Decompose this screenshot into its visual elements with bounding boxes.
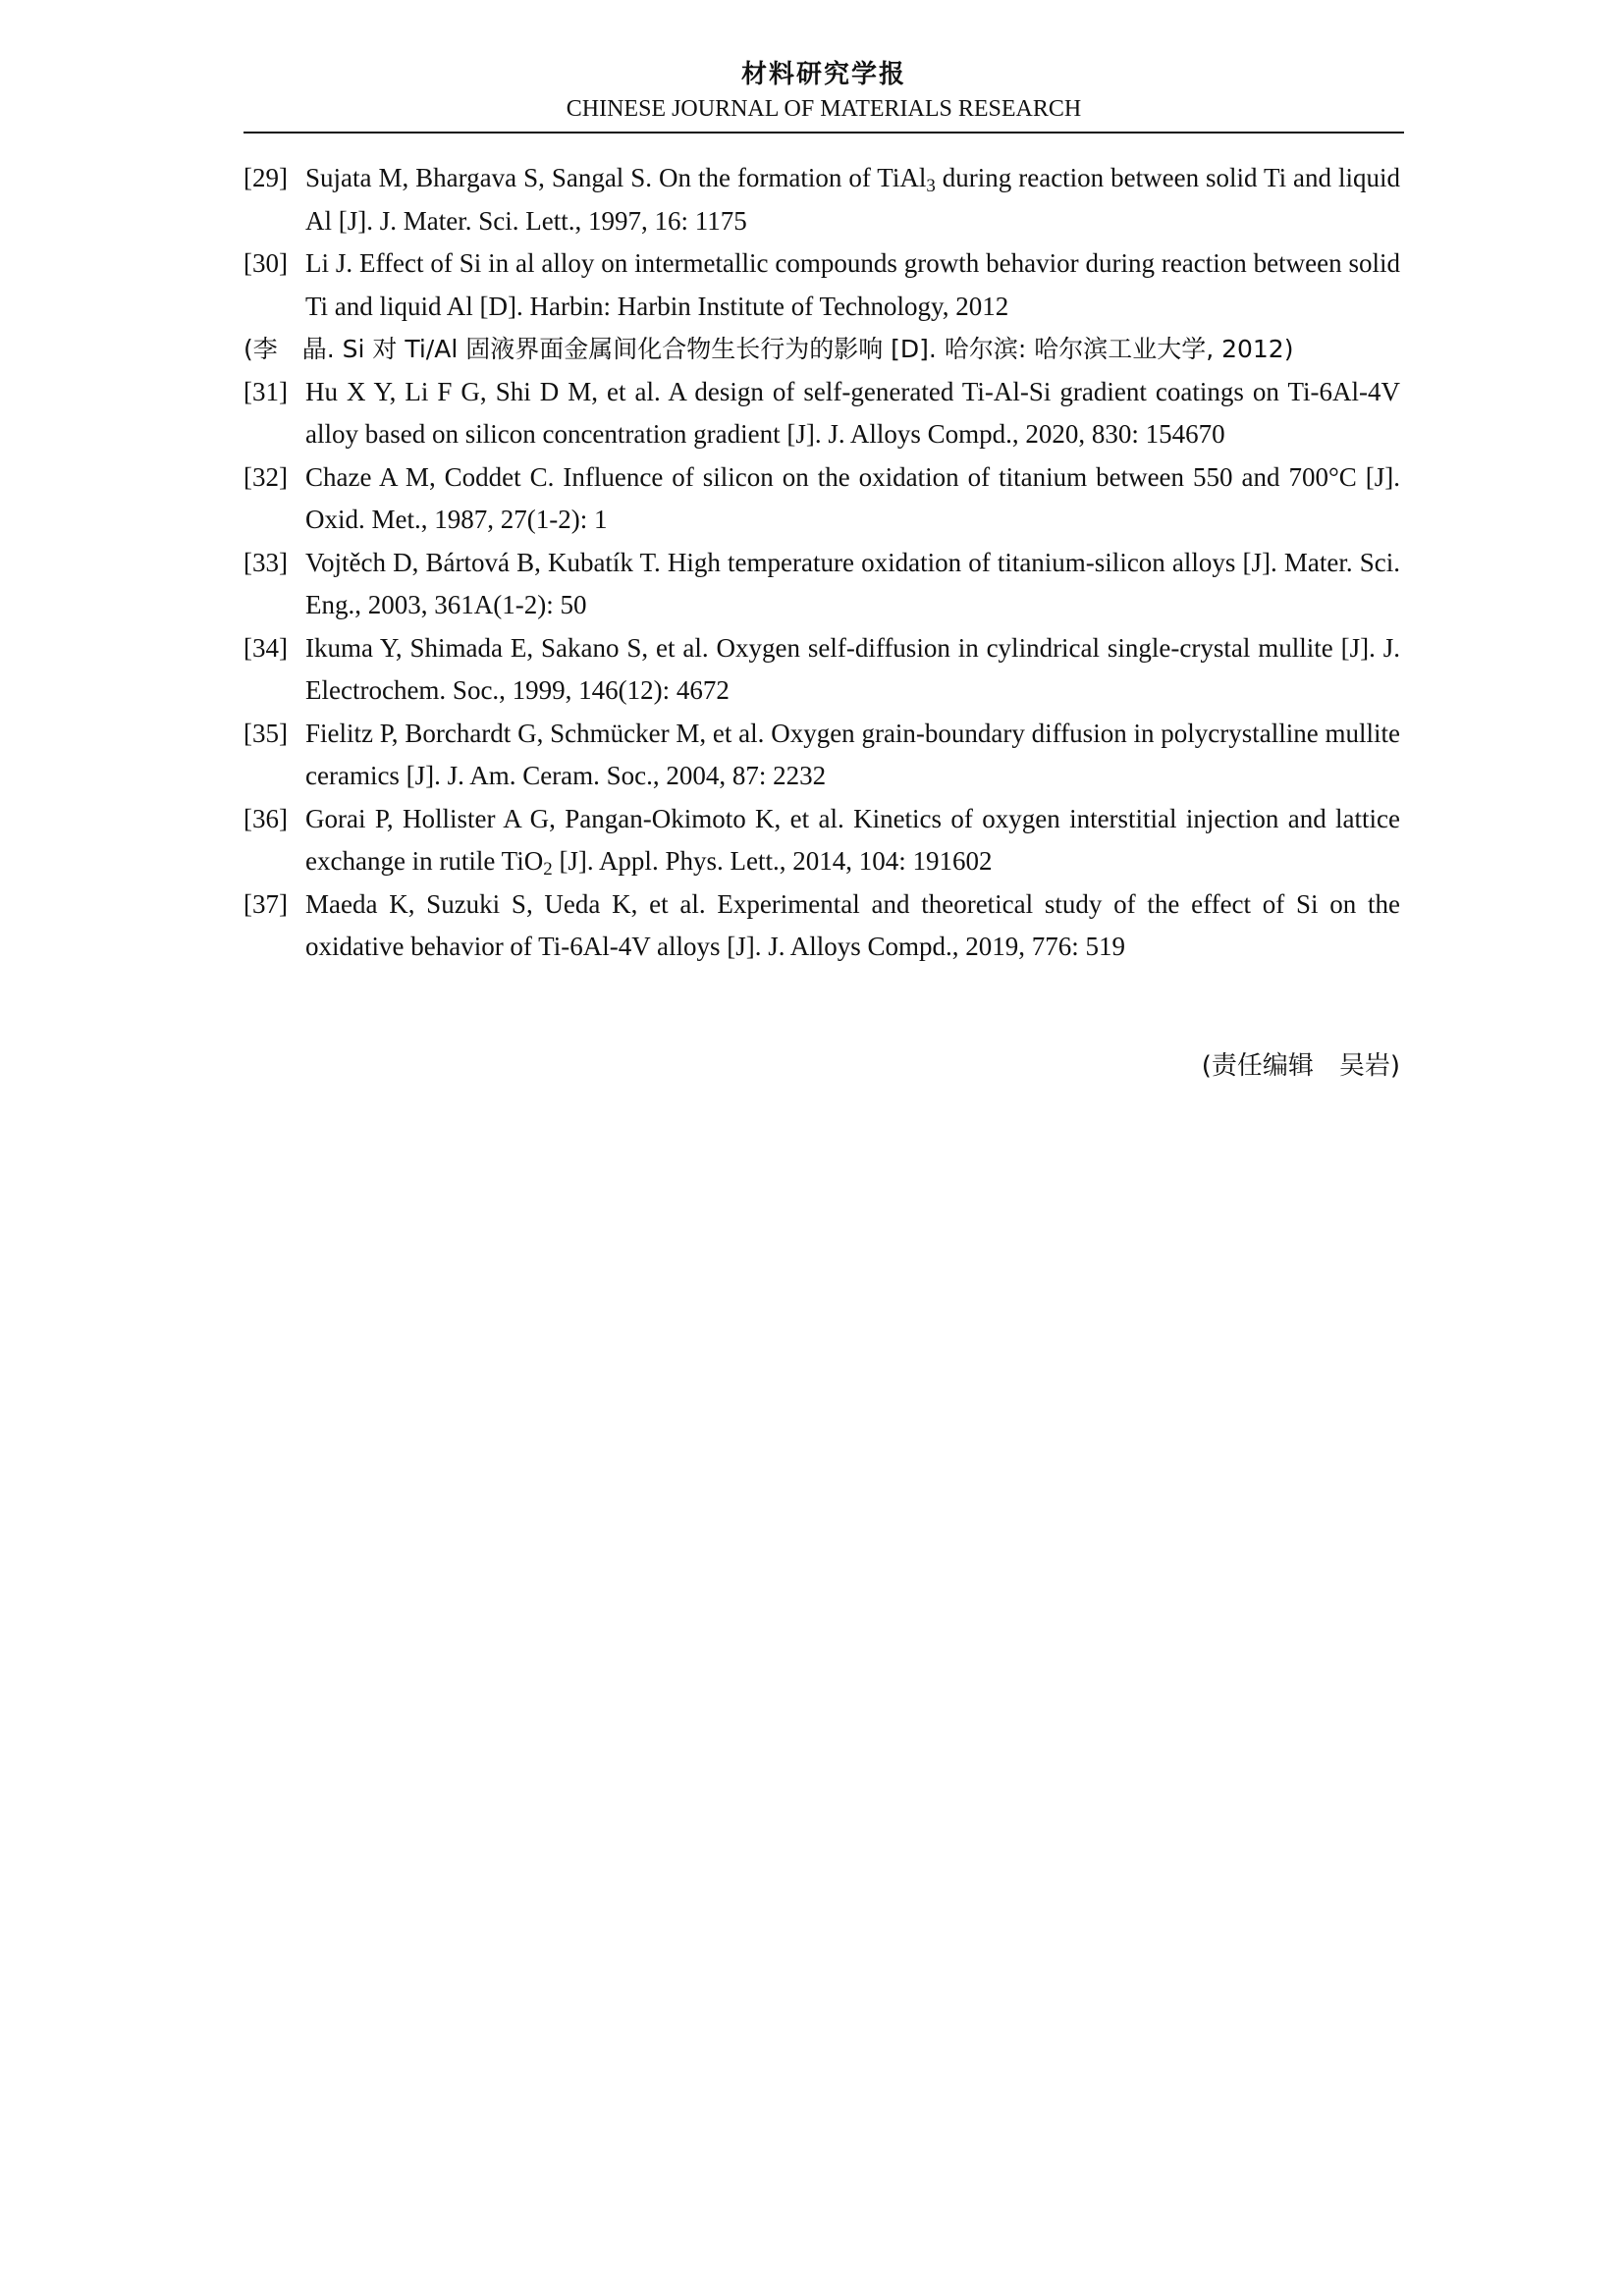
reference-number: [37] <box>244 888 288 919</box>
reference-list <box>244 157 1400 969</box>
reference-number: [36] <box>244 803 288 833</box>
reference-text: Hu X Y, Li F G, Shi D M, et al. A design of self-generated Ti-Al-Si gradient coatings on Ti-6Al-4V alloy based on silicon concentration gradient [J]. J. Alloys Compd., 2020, 830: 154670 <box>305 376 1400 449</box>
reference-item <box>244 713 1400 798</box>
editor-note: (责任编辑 吴岩) <box>1201 1051 1400 1081</box>
journal-title-en: CHINESE JOURNAL OF MATERIALS RESEARCH <box>566 96 1082 122</box>
reference-number: [35] <box>244 718 288 748</box>
reference-number: [29] <box>244 163 288 192</box>
reference-text: Li J. Effect of Si in al alloy on intermetallic compounds growth behavior during reaction between solid Ti and liquid Al [D]. Harbin: Harbin Institute of Technology, 2012 <box>305 248 1400 321</box>
reference-item <box>244 883 1400 969</box>
reference-item <box>244 798 1400 883</box>
header-rule <box>244 132 1404 133</box>
reference-item <box>244 627 1400 713</box>
reference-text: Maeda K, Suzuki S, Ueda K, et al. Experimental and theoretical study of the effect of Si on the oxidative behavior of Ti-6Al-4V alloys [J]. J. Alloys Compd., 2019, 776: 519 <box>305 888 1400 961</box>
reference-text: [J]. Appl. Phys. Lett., 2014, 104: 191602 <box>552 846 993 876</box>
reference-item <box>244 456 1400 542</box>
reference-text: (李 晶. Si 对 Ti/Al 固液界面金属间化合物生长行为的影响 [D]. 哈尔滨: 哈尔滨工业大学, 2012) <box>244 335 1294 363</box>
reference-item <box>244 242 1400 328</box>
reference-translation <box>244 328 1400 371</box>
reference-text: Chaze A M, Coddet C. Influence of silicon on the oxidation of titanium between 550 and 700°C [J]. Oxid. Met., 1987, 27(1-2): 1 <box>305 461 1400 534</box>
reference-number: [34] <box>244 632 288 663</box>
reference-item <box>244 542 1400 627</box>
subscript: 2 <box>543 859 553 881</box>
reference-item <box>244 371 1400 456</box>
reference-text: Fielitz P, Borchardt G, Schmücker M, et al. Oxygen grain-boundary diffusion in polycrystalline mullite ceramics [J]. J. Am. Ceram. Soc., 2004, 87: 2232 <box>305 718 1400 790</box>
reference-item <box>244 157 1400 242</box>
reference-number: [33] <box>244 547 288 577</box>
reference-number: [32] <box>244 461 288 492</box>
running-header <box>244 57 1404 124</box>
reference-text: Ikuma Y, Shimada E, Sakano S, et al. Oxygen self-diffusion in cylindrical single-crystal mullite [J]. J. Electrochem. Soc., 1999, 146(12): 4672 <box>305 632 1400 705</box>
subscript: 3 <box>926 176 936 197</box>
reference-text: Vojtěch D, Bártová B, Kubatík T. High temperature oxidation of titanium-silicon alloys [J]. Mater. Sci. Eng., 2003, 361A(1-2): 50 <box>305 547 1400 619</box>
reference-text: Gorai P, Hollister A G, Pangan-Okimoto K, et al. Kinetics of oxygen interstitial injection and lattice exchange in rutile TiO <box>305 803 1400 876</box>
journal-title-cn: 材料研究学报 <box>740 60 906 89</box>
reference-text: Sujata M, Bhargava S, Sangal S. On the formation of TiAl <box>305 163 927 192</box>
reference-number: [31] <box>244 376 288 406</box>
reference-text: during reaction between solid Ti and liquid Al [J]. J. Mater. Sci. Lett., 1997, 16: 1175 <box>305 163 1400 236</box>
reference-number: [30] <box>244 248 288 278</box>
